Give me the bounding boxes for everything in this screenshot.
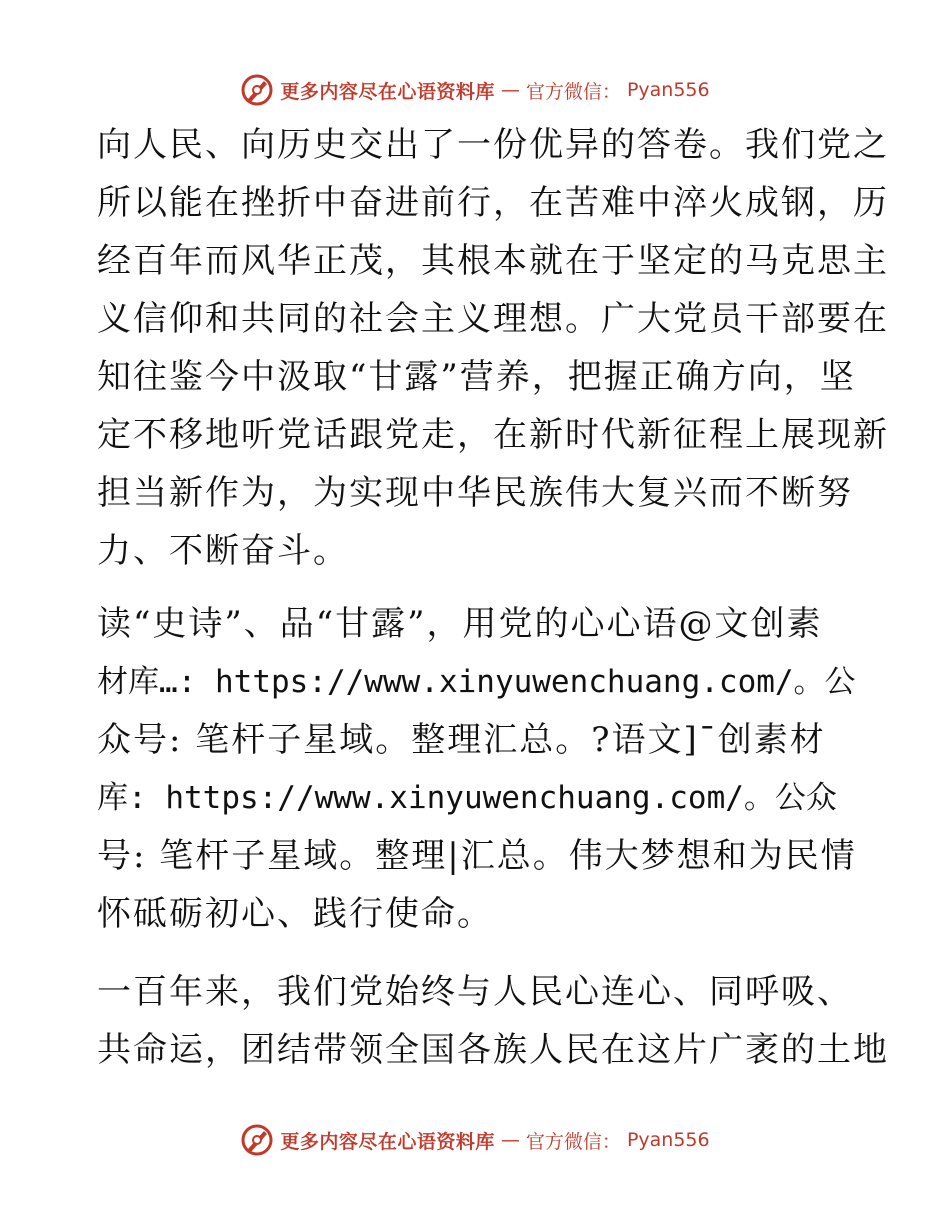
text-line: 读“史诗”、品“甘露”，用党的心心语@文创素	[97, 604, 823, 644]
text-line: 号: 笔杆子星域。整理|汇总。伟大梦想和为民情	[97, 836, 857, 876]
paragraph-2	[97, 595, 857, 943]
wechat-id: Pyan556	[626, 79, 710, 101]
paragraph-gap	[97, 943, 857, 963]
paragraph-3	[97, 963, 889, 1079]
text-line: 共命运，团结带领全国各族人民在这片广袤的土地	[97, 1030, 889, 1070]
wechat-label: 官方微信：	[525, 1130, 621, 1153]
text-line: 怀砥砺初心、践行使命。	[97, 894, 493, 934]
text-line: 向人民、向历史交出了一份优异的答卷。我们党之	[97, 125, 889, 165]
header-watermark	[0, 70, 950, 110]
watermark-dash: —	[500, 1129, 520, 1151]
text-line-url: 库: https://www.xinyuwenchuang.com/。公众	[97, 780, 837, 816]
pen-logo-icon	[240, 1123, 274, 1157]
text-line: 担当新作为，为实现中华民族伟大复兴而不断努	[97, 473, 853, 513]
text-line: 义信仰和共同的社会主义理想。广大党员干部要在	[97, 299, 889, 339]
footer-watermark	[0, 1120, 950, 1160]
document-body	[97, 116, 889, 1079]
text-line: 经百年而风华正茂，其根本就在于坚定的马克思主	[97, 241, 889, 281]
watermark-text: 更多内容尽在心语资料库	[280, 80, 495, 103]
text-line: 众号: 笔杆子星域。整理汇总。?语文]¯创素材	[97, 720, 826, 760]
text-line: 知往鉴今中汲取“甘露”营养，把握正确方向，坚	[97, 357, 856, 397]
wechat-id: Pyan556	[626, 1129, 710, 1151]
paragraph-gap	[97, 580, 857, 595]
text-line: 一百年来，我们党始终与人民心连心、同呼吸、	[97, 972, 853, 1012]
wechat-label: 官方微信：	[525, 80, 621, 103]
text-line-url: 材库…: https://www.xinyuwenchuang.com/。公	[97, 664, 856, 700]
watermark-text: 更多内容尽在心语资料库	[280, 1130, 495, 1153]
watermark-dash: —	[500, 79, 520, 101]
text-line: 所以能在挫折中奋进前行，在苦难中淬火成钢，历	[97, 183, 889, 223]
text-line: 力、不断奋斗。	[97, 531, 349, 571]
text-line: 定不移地听党话跟党走，在新时代新征程上展现新	[97, 415, 889, 455]
paragraph-1	[97, 116, 889, 580]
pen-logo-icon	[240, 73, 274, 107]
